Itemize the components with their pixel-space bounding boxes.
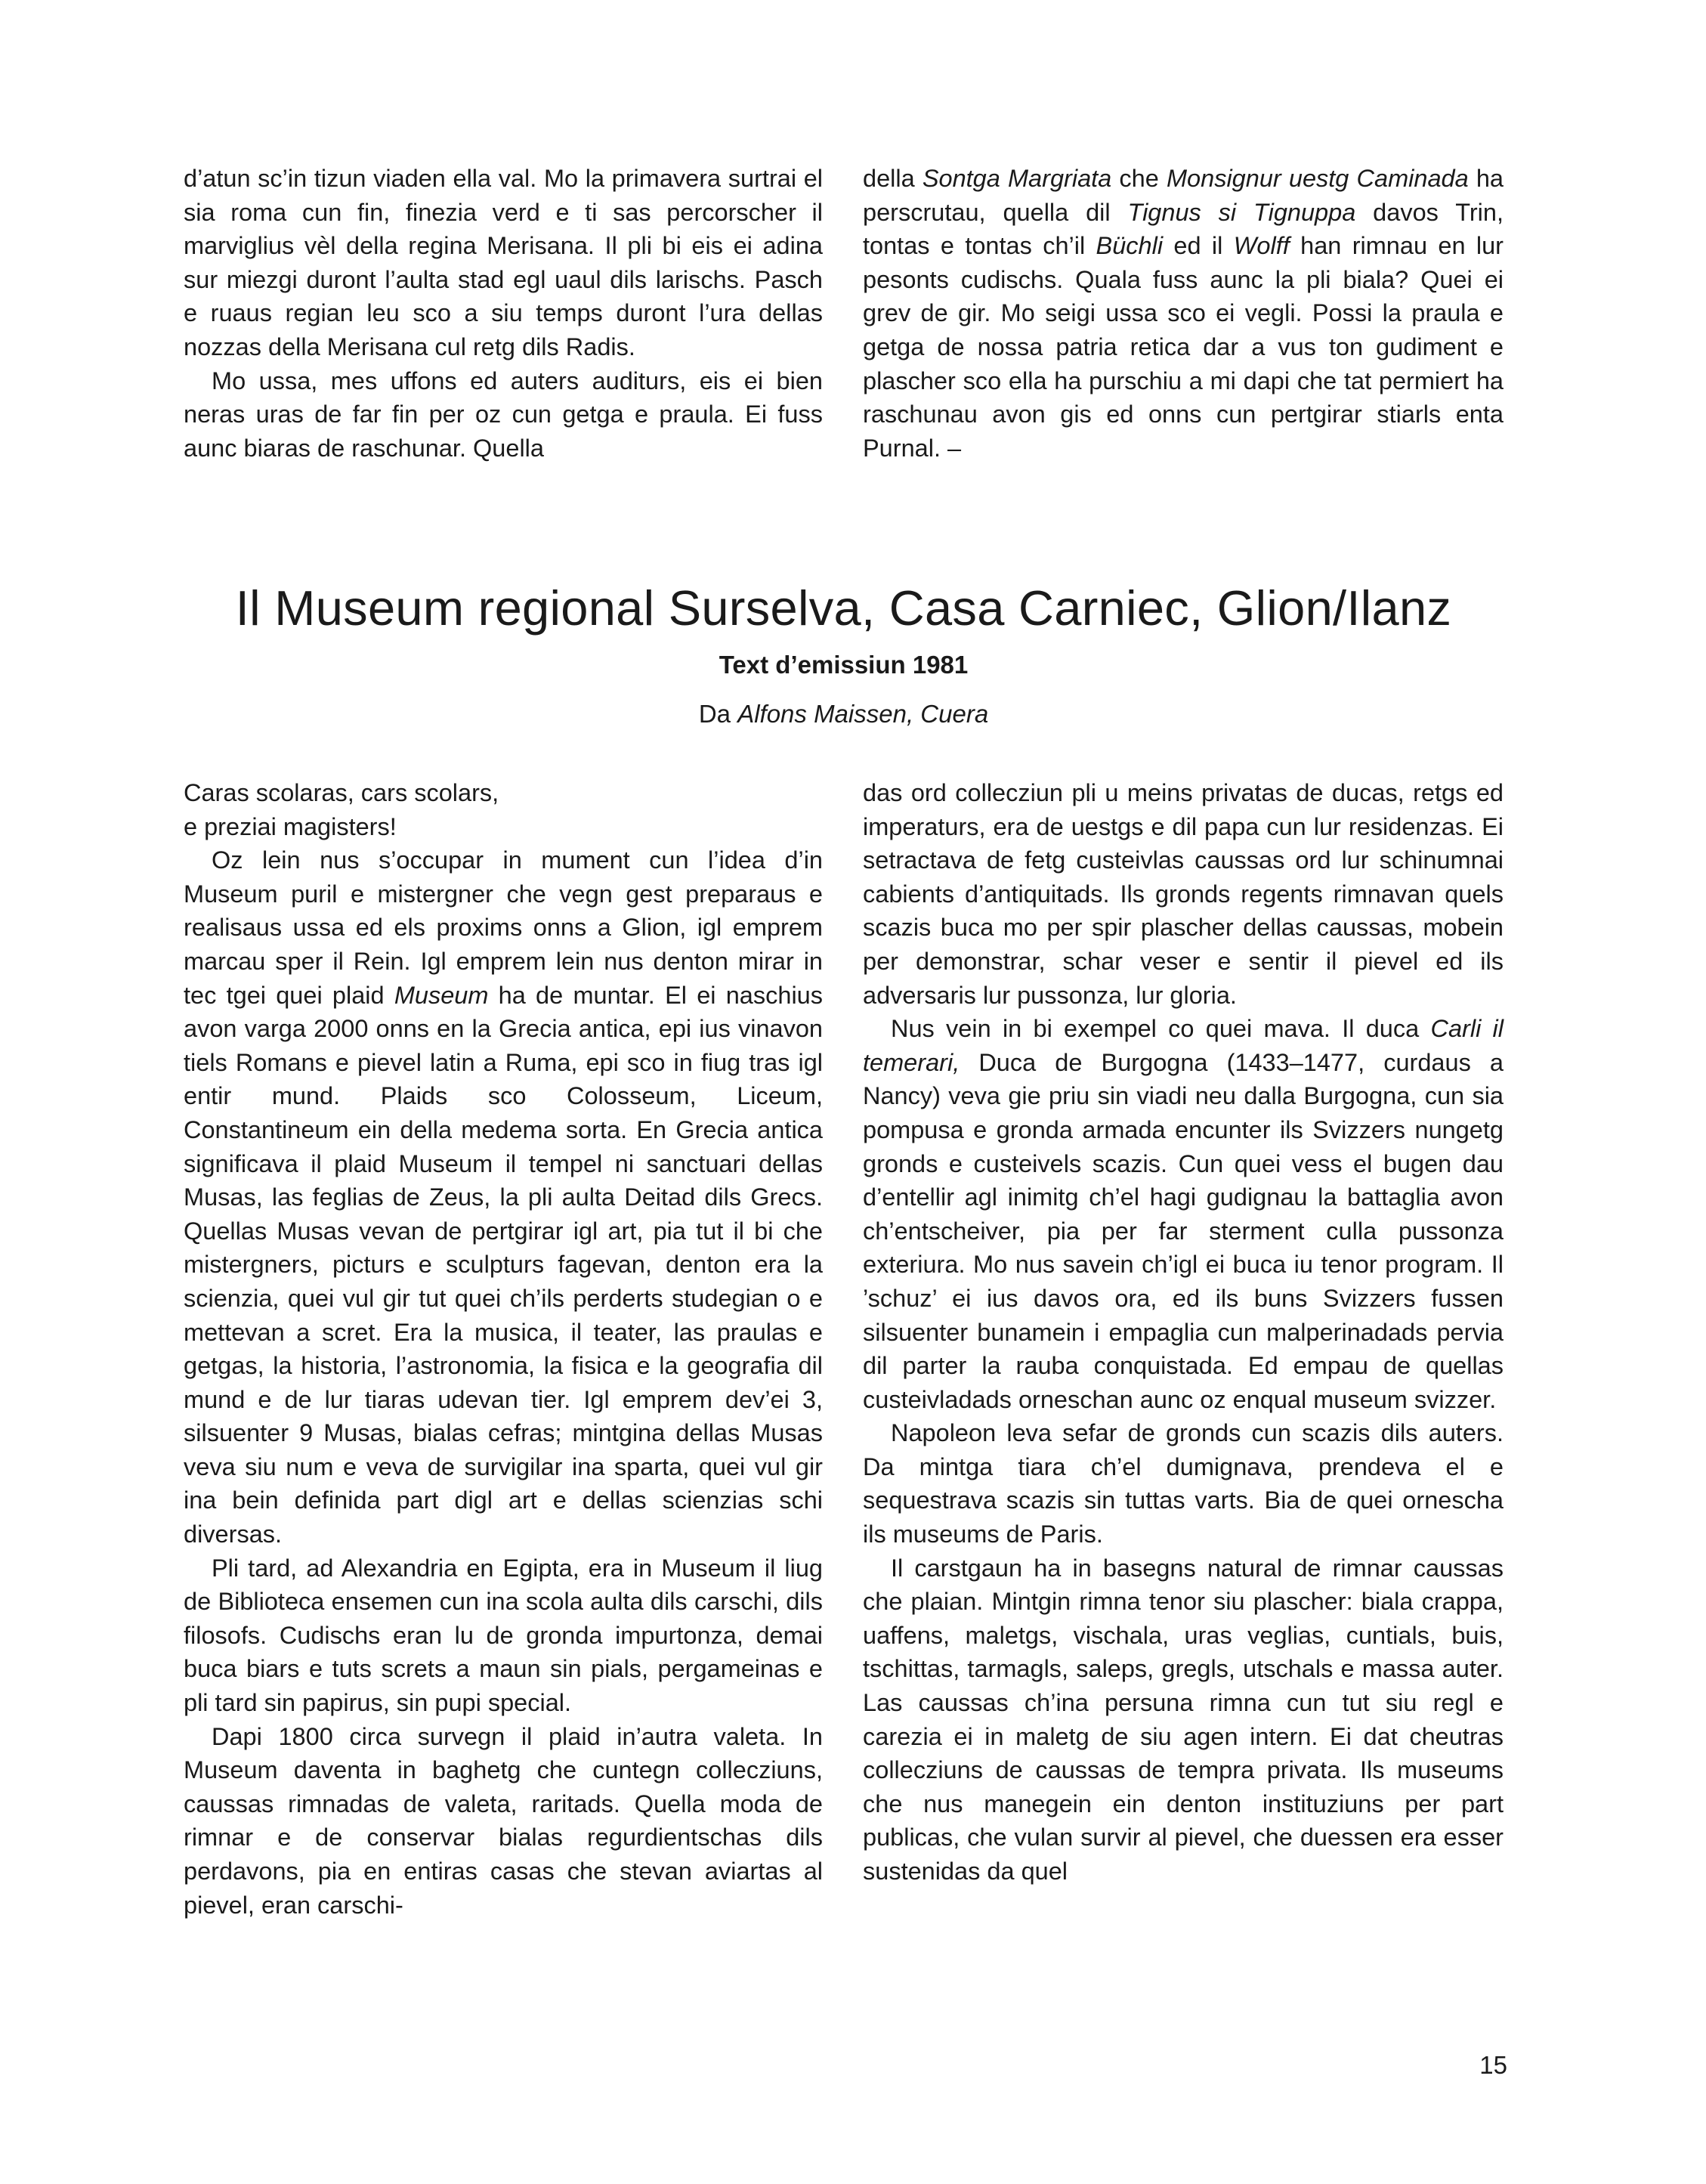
paragraph: Pli tard, ad Alexandria en Egipta, era in Museum il liug de Biblioteca ensemen cun ina scola aulta dils carschi, dils filosofs. Cudischs eran lu de gronda impurtonza, demai buca biars e tuts screts a maun sin pials, pergameinas e pli tard sin papirus, sin pupi special. (184, 1554, 823, 1717)
top-right-column (863, 162, 1504, 465)
article-title: Il Museum regional Surselva, Casa Carniec, Glion/Ilanz (235, 580, 1452, 636)
paragraph: Dapi 1800 circa survegn il plaid in’autra valeta. In Museum daventa in baghetg che cuntegn collecziuns, caussas rimnadas de valeta, raritads. Quella moda de rimnar e de conservar bialas regurdientschas dils perdavons, pia en entiras casas che stevan aviartas al pievel, eran carschi- (184, 1722, 823, 1919)
paragraph: Il carstgaun ha in basegns natural de rimnar caussas che plaian. Mintgin rimna tenor siu plascher: biala crappa, uaffens, maletgs, vischala, uras veglias, cuntials, buis, tschittas, tarmagls, saleps, gregls, utschals e massa auter. Las caussas ch’ina persuna rimna cun tut siu regl e carezia ei in maletg de siu agen intern. Ei dat cheutras collecziuns de caussas de tempra privata. Ils museums che nus manegein ein denton instituziuns per part publicas, che vulan survir al pievel, che duessen era esser sustenidas da quel (863, 1554, 1504, 1885)
greeting-line: e preziai magisters! (184, 812, 397, 840)
paragraph: della Sontga Margriata che Monsignur uestg Caminada ha perscrutau, quella dil Tignus si Tignuppa davos Trin, tontas e tontas ch’il Büchli ed il Wolff han rimnau en lur pesonts cudischs. Quala fuss aunc la pli biala? Quei ei grev de gir. Mo seigi ussa sco ei vegli. Possi la praula e getga de nossa patria retica dar a vus ton gudiment e plascher sco ella ha purschiu a mi dapi che tat permiert ha raschunau avon gis ed onns cun pertgirar stiarls enta Purnal. – (863, 165, 1504, 462)
paragraph: Mo ussa, mes uffons ed auters auditurs, eis ei bien neras uras de far fin per oz cun getga e praula. Ei fuss aunc biaras de raschunar. Quella (184, 367, 823, 462)
article-subtitle: Text d’emissiun 1981 (719, 651, 969, 679)
paragraph: d’atun sc’in tizun viaden ella val. Mo la primavera surtrai el sia roma cun fin, finezia verd e ti sas percorscher il marviglius vèl della regina Merisana. Il pli bi eis ei adina sur miezgi duront l’aulta stad egl uaul dils larischs. Pasch e ruaus regian leu sco a siu temps duront l’ura dellas nozzas della Merisana cul retg dils Radis. (184, 165, 823, 360)
paragraph: Oz lein nus s’occupar in mument cun l’idea d’in Museum puril e mistergner che vegn gest preparaus e realisaus ussa ed els proxims onns a Glion, igl emprem marcau sper il Rein. Igl emprem lein nus denton mirar in tec tgei quei plaid Museum ha de muntar. El ei naschius avon varga 2000 onns en la Grecia antica, epi ius vinavon tiels Romans e pievel latin a Ruma, epi sco in fiug tras igl entir mund. Plaids sco Colosseum, Liceum, Constantineum ein della medema sorta. En Grecia antica significava il plaid Museum il tempel ni sanctuari dellas Musas, las feglias de Zeus, la pli aulta Deitad dils Grecs. Quellas Musas vevan de pertgirar igl art, pia tut il bi che mistergners, picturs e sculpturs fagevan, denton era la scienzia, quei vul gir tut quei ch’ils perderts studegian o e mettevan a scret. Era la musica, il teater, las praulas e getgas, la historia, l’astronomia, la fisica e la geografia dil mund e de lur tiaras udevan tier. Igl emprem dev’ei 3, silsuenter 9 Musas, bialas cefras; mintgina dellas Musas veva siu num e veva de survigilar ina sparta, quei vul gir ina bein definida part digl art e dellas scienzias schi diversas. (184, 846, 824, 1548)
bottom-right-column (863, 776, 1504, 1889)
paragraph: Napoleon leva sefar de gronds cun scazis dils auters. Da mintga tiara ch’el dumignava, prendeva el e sequestrava scazis sin tuttas varts. Bia de quei ornescha ils museums de Paris. (863, 1419, 1504, 1548)
paragraph: das ord collecziun pli u meins privatas de ducas, retgs ed imperaturs, era de uestgs e dil papa cun lur residenzas. Ei setractava de fetg custeivlas caussas ord lur schinumnai cabients d’antiquitads. Ils gronds regents rimnavan quels scazis buca mo per spir plascher dellas caussas, mobein per demonstrar, schar veser e sentir il pievel ed ils adversaris lur pussonza, lur gloria. (863, 779, 1504, 1009)
article-author: Da Alfons Maissen, Cuera (698, 700, 989, 728)
bottom-left-column (184, 776, 823, 1922)
greeting-line: Caras scolaras, cars scolars, (184, 779, 499, 806)
page-number: 15 (1479, 2051, 1507, 2079)
top-left-column (184, 162, 823, 465)
paragraph: Nus vein in bi exempel co quei mava. Il duca Carli il temerari, Duca de Burgogna (1433–1477, curdaus a Nancy) veva gie priu sin viadi neu dalla Burgogna, cun sia pompusa e gronda armada encunter ils Svizzers nungetg gronds e custeivels scazis. Cun quei vess el bugen dau d’entellir agl inimitg ch’el hagi gudignau la battaglia avon ch’entscheiver, pia per far sterment culla pussonza exteriura. Mo nus savein ch’igl ei buca iu tenor program. Il ’schuz’ ei ius davos ora, ed ils buns Svizzers fussen silsuenter bunamein i empaglia cun malperinadads pervia dil parter la rauba conquistada. Ed empau de quellas custeivladads orneschan aunc oz enqual museum svizzer. (863, 1015, 1504, 1413)
